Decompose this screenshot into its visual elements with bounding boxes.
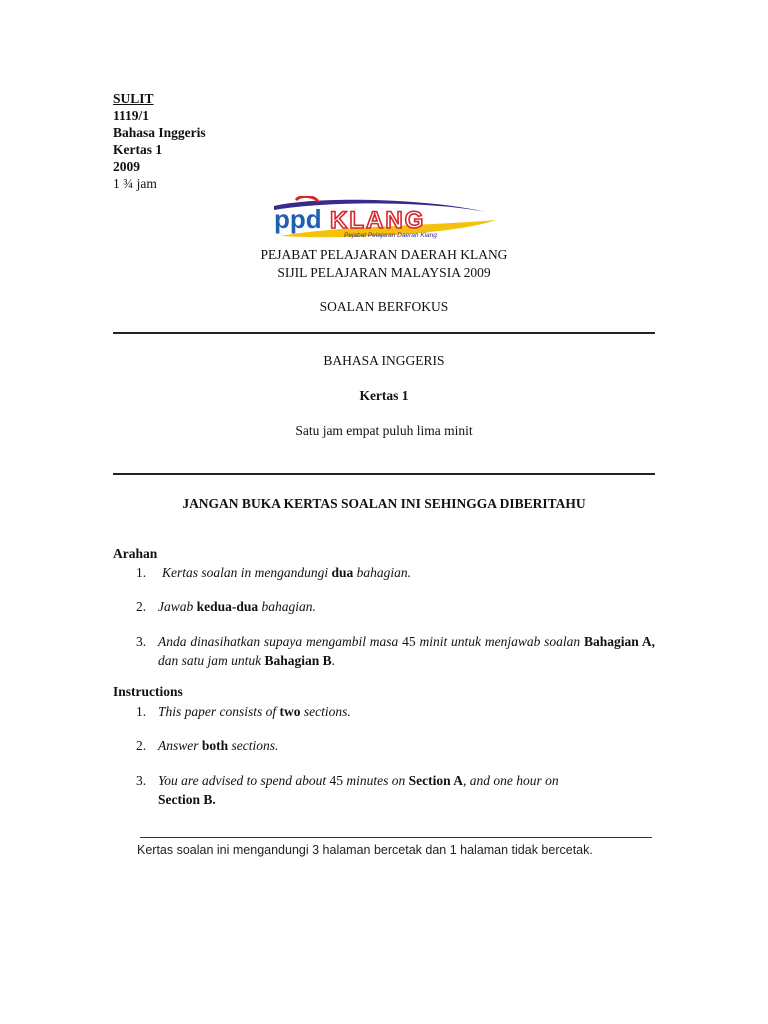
duration-words: Satu jam empat puluh lima minit — [295, 423, 473, 438]
paper-year: 2009 — [113, 159, 140, 174]
instruction-item: 1. This paper consists of two sections. — [136, 704, 351, 719]
item-number: 3. — [136, 634, 147, 649]
arahan-heading: Arahan — [113, 546, 158, 561]
subject-title: BAHASA INGGERIS — [323, 353, 445, 368]
item-number: 1. — [136, 565, 147, 580]
instructions-heading: Instructions — [113, 684, 183, 699]
page-count-note: Kertas soalan ini mengandungi 3 halaman bercetak dan 1 halaman tidak bercetak. — [137, 843, 593, 857]
item-number: 2. — [136, 599, 147, 614]
instruction-item: 2. Answer both sections. — [136, 738, 279, 753]
warning-text: JANGAN BUKA KERTAS SOALAN INI SEHINGGA DIBERITAHU — [182, 496, 586, 511]
paper-code: 1119/1 — [113, 108, 150, 123]
paper-duration: 1 ¾ jam — [113, 176, 157, 191]
footer-divider — [140, 837, 652, 838]
svg-text:KLANG: KLANG — [330, 207, 426, 234]
item-number: 2. — [136, 738, 147, 753]
office-title: PEJABAT PELAJARAN DAERAH KLANG — [260, 247, 508, 262]
top-divider — [113, 332, 655, 334]
arahan-item: 2. Jawab kedua-dua bahagian. — [136, 599, 316, 614]
arahan-item: 1. Kertas soalan in mengandungi dua bahagian. — [136, 565, 412, 580]
exam-title: SIJIL PELAJARAN MALAYSIA 2009 — [277, 265, 491, 280]
paper-header — [113, 90, 206, 192]
ppd-klang-logo — [256, 196, 504, 242]
svg-text:ppd: ppd — [274, 204, 322, 234]
item-number: 3. — [136, 773, 147, 788]
arahan-item: 3. Anda dinasihatkan supaya mengambil masa 45 minit untuk menjawab soalan Bahagian A, dan satu jam untuk Bahagian B. — [136, 634, 655, 668]
item-number: 1. — [136, 704, 147, 719]
subject-name: Bahasa Inggeris — [113, 125, 206, 140]
classification-label: SULIT — [113, 91, 154, 106]
paper-title: Kertas 1 — [359, 388, 409, 403]
paper-number: Kertas 1 — [113, 142, 163, 157]
middle-divider — [113, 473, 655, 475]
focus-title: SOALAN BERFOKUS — [319, 299, 449, 314]
logo-tagline: Pejabat Pelajaran Daerah Klang — [344, 232, 437, 239]
instruction-item: 3. You are advised to spend about 45 minutes on Section A, and one hour on Section B. — [136, 773, 559, 807]
